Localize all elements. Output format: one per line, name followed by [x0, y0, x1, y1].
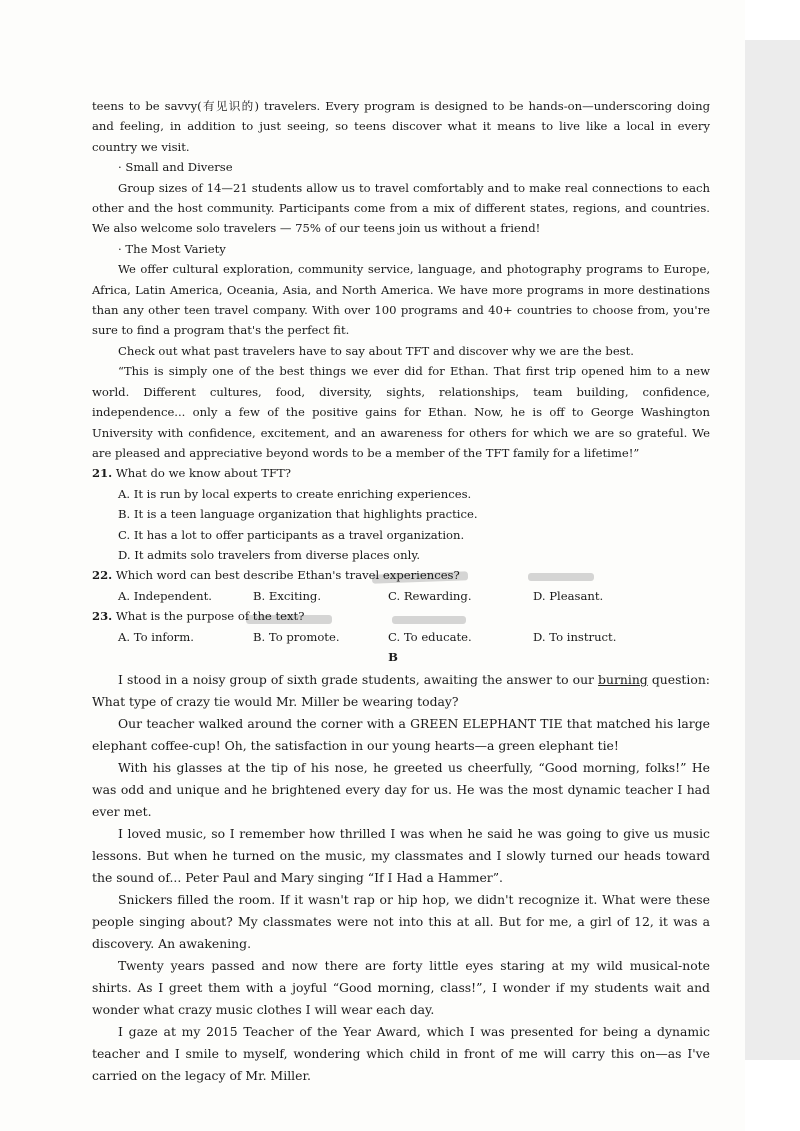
passage-b-paragraph: I gaze at my 2015 Teacher of the Year Award, which I was presented for being a dynamic teacher and I smile to myself, wondering which child in front of me will carry this on—as I've carried on the legacy of Mr. Miller. — [92, 1024, 710, 1084]
question-23 — [92, 606, 710, 626]
section-b-heading — [92, 647, 710, 667]
question-number: 22. — [92, 568, 113, 583]
text-run: question: What type of crazy tie would Mr. Miller be wearing today? — [92, 672, 710, 710]
option-a: A. Independent. — [118, 588, 212, 603]
document-content — [92, 96, 710, 1087]
question-22 — [92, 565, 710, 585]
question-text: What is the purpose of the text? — [115, 609, 305, 624]
option-c: C. To educate. — [388, 629, 472, 644]
passage-a-paragraph: Check out what past travelers have to say about TFT and discover why we are the best. — [118, 343, 634, 358]
option-d: D. It admits solo travelers from diverse places only. — [118, 547, 421, 562]
passage-a-testimonial: “This is simply one of the best things we ever did for Ethan. That first trip opened him to a new world. Different cultures, food, diversity, sights, relationships, team building, confidence, independence... only a few of the positive gains for Ethan. Now, he is off to George Washington University with confidence, excitement, and an awareness for others for which we are so grateful. We are pleased and appreciative beyond words to be a member of the TFT family for a lifetime!” — [92, 364, 710, 460]
options-row — [92, 586, 710, 606]
passage-b-paragraph: Twenty years passed and now there are forty little eyes staring at my wild musical-note shirts. As I greet them with a joyful “Good morning, class!”, I wonder if my students wait and wonder what crazy music clothes I will wear each day. — [92, 958, 710, 1018]
question-21 — [92, 463, 710, 483]
question-text: Which word can best describe Ethan's travel experiences? — [115, 568, 460, 583]
option-a: A. To inform. — [118, 629, 194, 644]
question-number: 23. — [92, 609, 113, 624]
option-b: B. To promote. — [253, 629, 340, 644]
passage-a-paragraph: teens to be savvy(有见识的) travelers. Every program is designed to be hands-on—underscoring doing and feeling, in addition to just seeing, so teens discover what it means to live like a local in every country we visit. — [92, 99, 710, 154]
text-run: I stood in a noisy group of sixth grade students, awaiting the answer to our — [118, 672, 599, 688]
passage-b-paragraph: Our teacher walked around the corner with a GREEN ELEPHANT TIE that matched his large elephant coffee-cup! Oh, the satisfaction in our young hearts—a green elephant tie! — [92, 716, 710, 754]
passage-a-paragraph: We offer cultural exploration, community service, language, and photography programs to Europe, Africa, Latin America, Oceania, Asia, and North America. We have more programs in more destinations than any other teen travel company. With over 100 programs and 40+ countries to choose from, you're sure to find a program that's the perfect fit. — [92, 262, 710, 338]
passage-b-paragraph: With his glasses at the tip of his nose, he greeted us cheerfully, “Good morning, folks!” He was odd and unique and he brightened every day for us. He was the most dynamic teacher I had ever met. — [92, 760, 710, 820]
question-number: 21. — [92, 466, 113, 481]
passage-b-paragraph: I loved music, so I remember how thrilled I was when he said he was going to give us music lessons. But when he turned on the music, my classmates and I slowly turned our heads toward the sound of... Peter Paul and Mary singing “If I Had a Hammer”. — [92, 826, 710, 886]
passage-a-subheading: · Small and Diverse — [118, 160, 233, 175]
passage-b — [92, 669, 710, 1087]
question-text: What do we know about TFT? — [115, 466, 291, 481]
options-row — [92, 627, 710, 647]
section-label: B — [388, 649, 398, 664]
option-b: B. It is a teen language organization that highlights practice. — [118, 507, 478, 522]
underlined-word: burning — [598, 672, 648, 688]
option-b: B. Exciting. — [253, 588, 322, 603]
passage-b-paragraph — [92, 669, 710, 713]
option-d: D. To instruct. — [533, 629, 617, 644]
option-a: A. It is run by local experts to create enriching experiences. — [118, 486, 472, 501]
scan-margin-strip — [745, 40, 800, 1060]
passage-a-subheading: · The Most Variety — [118, 241, 226, 256]
option-c: C. It has a lot to offer participants as a travel organization. — [118, 527, 465, 542]
option-d: D. Pleasant. — [533, 588, 604, 603]
passage-a-paragraph: Group sizes of 14—21 students allow us to travel comfortably and to make real connections to each other and the host community. Participants come from a mix of different states, regions, and countries. We also welcome solo travelers — 75% of our teens join us without a friend! — [92, 180, 710, 236]
passage-b-paragraph: Snickers filled the room. If it wasn't rap or hip hop, we didn't recognize it. What were these people singing about? My classmates were not into this at all. But for me, a girl of 12, it was a discovery. An awakening. — [92, 892, 710, 952]
option-c: C. Rewarding. — [388, 588, 472, 603]
